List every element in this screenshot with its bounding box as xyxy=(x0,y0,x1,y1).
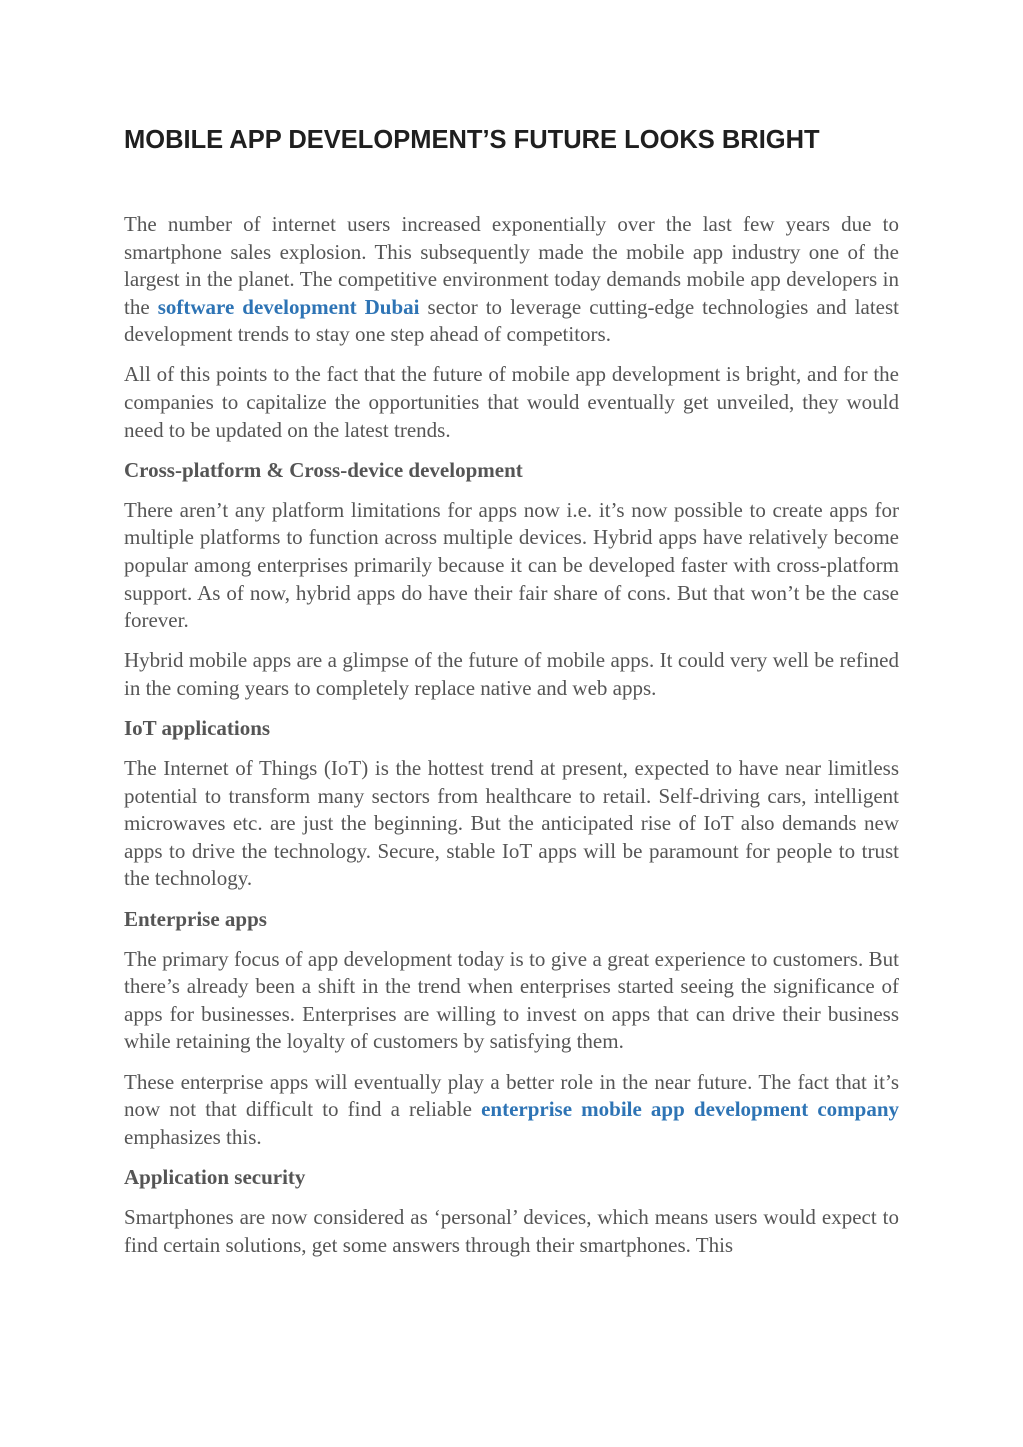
section-heading-security: Application security xyxy=(124,1164,306,1189)
enterprise-mobile-app-development-company-link[interactable]: enterprise mobile app development company xyxy=(481,1097,899,1122)
document-title: MOBILE APP DEVELOPMENT’S FUTURE LOOKS BRIGHT xyxy=(124,126,820,154)
intro-paragraph xyxy=(124,211,899,349)
enterprise-text-before-link: These enterprise apps will eventually play a better role in the near future. The fact that it’s now not that difficult to find a reliable xyxy=(124,1069,899,1122)
enterprise-text-after-link: emphasizes this. xyxy=(124,1124,262,1149)
enterprise-paragraph-2 xyxy=(124,1069,899,1152)
software-development-dubai-link[interactable]: software development Dubai xyxy=(157,294,420,319)
cross-platform-paragraph-2: Hybrid mobile apps are a glimpse of the future of mobile apps. It could very well be refined in the coming years to completely replace native and web apps. xyxy=(124,648,899,700)
document-page xyxy=(124,118,899,1272)
section-heading-cross-platform: Cross-platform & Cross-device development xyxy=(124,457,523,482)
section-heading-enterprise: Enterprise apps xyxy=(124,906,267,931)
intro-text-before-link: The number of internet users increased exponentially over the last few years due to smartphone sales explosion. This subsequently made the mobile app industry one of the largest in the planet. The competitive environment today demands mobile app developers in the xyxy=(124,212,899,319)
iot-paragraph: The Internet of Things (IoT) is the hottest trend at present, expected to have near limitless potential to transform many sectors from healthcare to retail. Self-driving cars, intelligent microwaves etc. are just the beginning. But the anticipated rise of IoT also demands new apps to drive the technology. Secure, stable IoT apps will be paramount for people to trust the technology. xyxy=(124,756,899,891)
document-body xyxy=(124,211,899,1259)
intro-paragraph-2: All of this points to the fact that the future of mobile app development is bright, and for the companies to capitalize the opportunities that would eventually get unveiled, they would need to be updated on the latest trends. xyxy=(124,362,899,442)
cross-platform-paragraph-1: There aren’t any platform limitations for apps now i.e. it’s now possible to create apps for multiple platforms to function across multiple devices. Hybrid apps have relatively become popular among enterprises primarily because it can be developed faster with cross-platform support. As of now, hybrid apps do have their fair share of cons. But that won’t be the case forever. xyxy=(124,497,899,633)
section-heading-iot: IoT applications xyxy=(124,716,271,740)
intro-text-after-link: sector to leverage cutting-edge technologies and latest development trends to stay one step ahead of competitors. xyxy=(124,294,900,347)
security-paragraph: Smartphones are now considered as ‘personal’ devices, which means users would expect to find certain solutions, get some answers through their smartphones. This xyxy=(124,1204,899,1257)
enterprise-paragraph-1: The primary focus of app development today is to give a great experience to customers. But there’s already been a shift in the trend when enterprises started seeing the significance of apps for businesses. Enterprises are willing to invest on apps that can drive their business while retaining the loyalty of customers by satisfying them. xyxy=(124,946,899,1054)
